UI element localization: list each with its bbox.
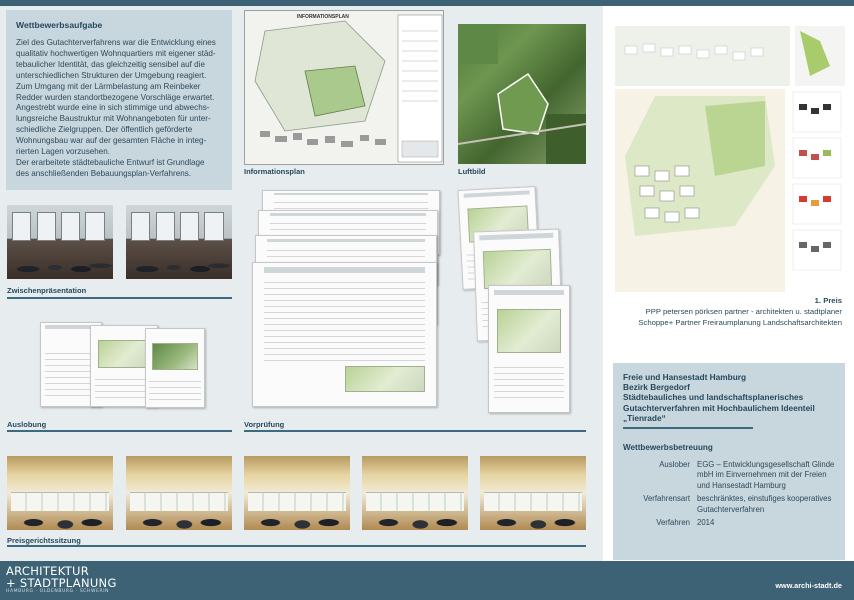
vorpruefung-sheet-4: [252, 262, 437, 407]
project-title-line: Freie und Hansestadt Hamburg: [623, 372, 747, 382]
vorpruefung-caption: Vorprüfung: [244, 420, 285, 429]
prize-line-2: Schoppe+ Partner Freiraumplanung Landschaftsarchitekten: [638, 318, 842, 327]
plan-label: INFORMATIONSPLAN: [297, 14, 349, 20]
prize-line-1: PPP petersen pörksen partner - architekten u. stadtplaner: [645, 307, 842, 316]
preisgericht-photo-1: [7, 456, 113, 530]
project-title-line: Gutachterverfahren mit Hochbaulichem Ideenteil: [623, 402, 815, 413]
task-line: des anschließenden Bebauungsplan-Verfahrens.: [16, 168, 192, 178]
prize-block: [638, 295, 842, 328]
zwischenpraesentation-photo-2: [126, 205, 232, 279]
divider: [7, 545, 586, 547]
info-key: Verfahren: [656, 518, 690, 528]
info-row: [623, 494, 835, 515]
info-row: [623, 518, 835, 528]
logo-line-2: + STADTPLANUNG: [6, 576, 117, 590]
task-line: Der erarbeitete städtebauliche Entwurf ist Grundlage: [16, 157, 205, 167]
luftbild-caption: Luftbild: [458, 167, 486, 176]
divider: [7, 430, 232, 432]
divider: [7, 297, 232, 299]
diagram-column: [793, 92, 841, 270]
project-title-line: Städtebauliches und landschaftsplanerisches: [623, 392, 804, 403]
winning-design-image: [615, 26, 845, 292]
winning-design-plan: [615, 26, 845, 292]
section-heading: Wettbewerbsbetreuung: [623, 443, 713, 453]
project-title-line: Bezirk Bergedorf: [623, 382, 690, 393]
zwischenpraesentation-caption: Zwischenpräsentation: [7, 286, 87, 295]
task-line: tebaulicher Identität, das gleichzeitig sensibel auf die: [16, 59, 205, 69]
aerial-photo: [458, 24, 586, 164]
task-description-panel: [6, 10, 232, 190]
task-heading: Wettbewerbsaufgabe: [16, 20, 103, 30]
info-value: EGG – Entwicklungsgesellschaft Glinde mbH im Einvernehmen mit der Freien und Hansestadt Hamburg: [697, 460, 835, 490]
task-line: Ziel des Gutachterverfahrens war die Entwicklung eines: [16, 38, 216, 47]
brand-logo: [6, 565, 117, 595]
preisgericht-photo-5: [480, 456, 586, 530]
task-line: rierten Lagen vorzusehen.: [16, 147, 111, 157]
project-info-panel: [613, 363, 845, 560]
divider: [623, 427, 753, 429]
logo-line-3: HAMBURG · OLDENBURG · SCHWERIN: [6, 589, 110, 594]
info-key: Verfahrensart: [643, 494, 690, 504]
task-line: qualitativ hochwertigen Wohnquartiers mit eigener städ-: [16, 48, 216, 58]
info-key: Auslober: [659, 460, 690, 470]
preisgericht-photo-3: [244, 456, 350, 530]
info-value: 2014: [697, 518, 715, 528]
task-line: Redder wurden standortbezogene Vorschläge erwartet.: [16, 92, 215, 102]
vorpruefung-plan-sheet-3: [488, 285, 570, 413]
task-line: unterschiedlichen Strukturen der Umgebung reagiert.: [16, 70, 207, 80]
task-line: lungsreiche Baustruktur mit Wohnangeboten für unter-: [16, 114, 211, 124]
task-line: schiedliche Zielgruppen. Der öffentlich geförderte: [16, 125, 193, 135]
preisgericht-caption: Preisgerichtssitzung: [7, 536, 81, 545]
footer-bar: [0, 561, 854, 600]
prize-title: 1. Preis: [814, 296, 842, 305]
task-body: [16, 38, 224, 180]
info-row: [623, 460, 835, 491]
project-title-line: „Tienrade“: [623, 412, 666, 423]
preisgericht-photo-2: [126, 456, 232, 530]
info-value: beschränktes, einstufiges kooperatives Gutachterverfahren: [697, 494, 832, 514]
task-line: Zum Umgang mit der Lärmbelastung am Reinbeker: [16, 81, 201, 91]
auslobung-document-back: [145, 328, 205, 408]
preisgericht-photo-4: [362, 456, 468, 530]
informationsplan-image: [244, 10, 444, 165]
logo-line-1: ARCHITEKTUR: [6, 564, 90, 578]
divider: [244, 430, 586, 432]
task-line: Angestrebt wurde eine in sich stimmige und abwechs-: [16, 103, 210, 113]
website-link[interactable]: www.archi-stadt.de: [775, 581, 842, 590]
site-plan-drawing: [245, 11, 444, 165]
task-line: Wohnungsbau war auf der gesamten Fläche in integ-: [16, 136, 207, 146]
informationsplan-caption: Informationsplan: [244, 167, 305, 176]
auslobung-caption: Auslobung: [7, 420, 47, 429]
zwischenpraesentation-photo-1: [7, 205, 113, 279]
luftbild-image: [458, 24, 586, 164]
